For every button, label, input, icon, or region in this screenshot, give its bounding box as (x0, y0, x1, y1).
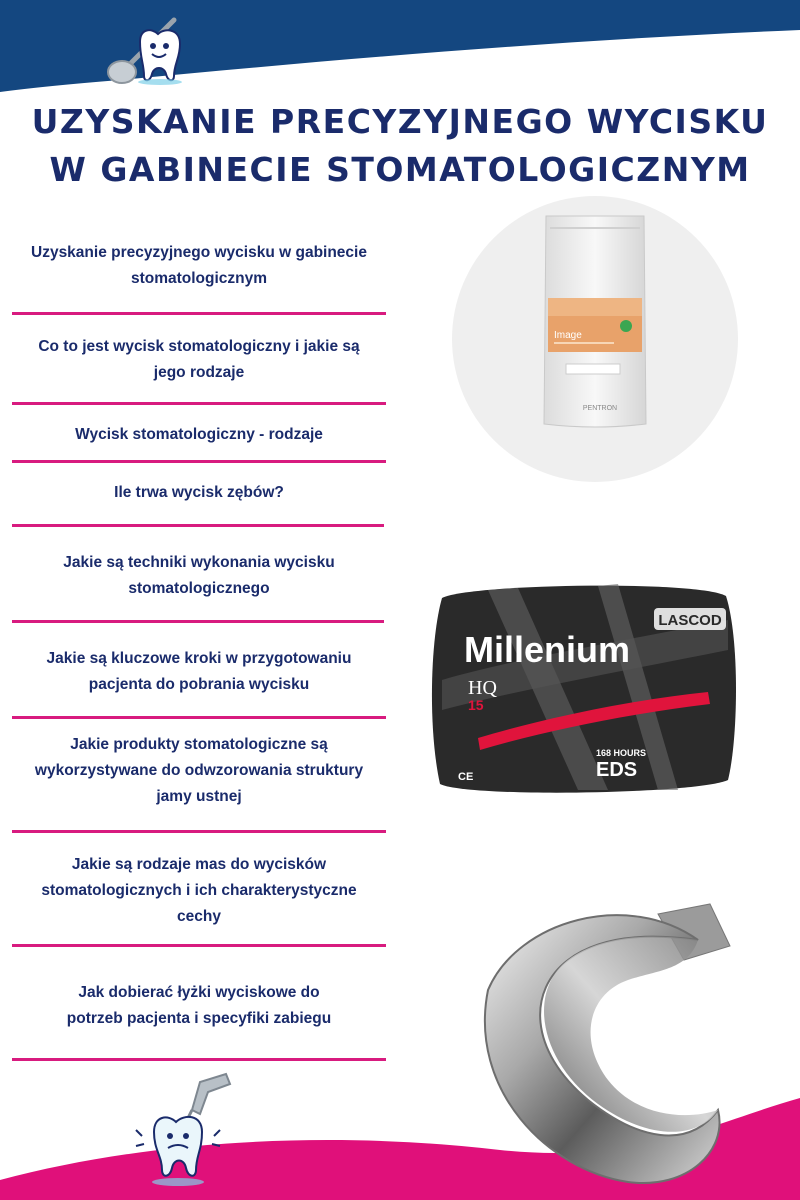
toc-item-line: Jakie są techniki wykonania wycisku (63, 554, 335, 571)
toc-item-line: stomatologicznych i ich charakterystyczne (41, 882, 357, 899)
millenium-brand-text: Millenium (464, 629, 631, 670)
toc-item[interactable] (12, 334, 386, 386)
toc-item-line: stomatologicznego (128, 580, 270, 597)
tooth-mascot-mirror-icon (100, 6, 200, 86)
toc-item-line: stomatologicznym (130, 270, 268, 287)
pentron-label: PENTRON (582, 405, 618, 412)
toc-divider (12, 620, 384, 623)
toc-item[interactable] (12, 480, 386, 506)
page-title (0, 98, 800, 194)
toc-divider (12, 944, 386, 947)
image-alginate-package (540, 214, 650, 430)
toc-item-line: cechy (177, 908, 221, 925)
toc-item-line: jego rodzaje (153, 364, 245, 381)
toc-item[interactable] (12, 240, 386, 292)
toc-item-line: pacjenta do pobrania wycisku (88, 676, 310, 693)
toc-item[interactable] (12, 646, 386, 698)
millenium-alginate-package (428, 580, 740, 798)
toc-item-line: Jakie są kluczowe kroki w przygotowaniu (46, 650, 352, 667)
toc-item[interactable] (12, 422, 386, 448)
ce-mark: CE (458, 771, 474, 783)
toc-item-line: jamy ustnej (156, 788, 242, 805)
title-line-2: W GABINECIE STOMATOLOGICZNYM (49, 150, 751, 189)
toc-divider (12, 1058, 386, 1061)
eds-label: EDS (596, 759, 638, 781)
toc-item-line: Wycisk stomatologiczny - rodzaje (75, 426, 323, 443)
toc-item-line: potrzeb pacjenta i specyfiki zabiegu (66, 1010, 332, 1027)
toc-divider (12, 716, 386, 719)
toc-item-line: Uzyskanie precyzyjnego wycisku w gabinecie (31, 244, 367, 261)
toc-divider (12, 312, 386, 315)
toc-divider (12, 830, 386, 833)
toc-item-line: Co to jest wycisk stomatologiczny i jakie są (38, 338, 360, 355)
toc-item-line: Jak dobierać łyżki wyciskowe do (78, 984, 320, 1001)
toc-item[interactable] (12, 852, 386, 930)
toc-divider (12, 402, 386, 405)
toc-item[interactable] (12, 980, 386, 1032)
toc-item-line: wykorzystywane do odwzorowania struktury (34, 762, 364, 779)
toc-divider (12, 524, 384, 527)
code-label: 15 (468, 697, 484, 713)
toc-item[interactable] (12, 550, 386, 602)
toc-divider (12, 460, 386, 463)
impression-tray-icon (448, 890, 788, 1190)
tooth-mascot-drill-icon (130, 1070, 250, 1190)
hq-label: HQ (468, 677, 497, 699)
title-line-1: UZYSKANIE PRECYZYJNEGO WYCISKU (31, 102, 769, 141)
image-brand-text: Image (554, 330, 582, 341)
toc-item-line: Jakie są rodzaje mas do wycisków (71, 856, 327, 873)
toc-item-line: Jakie produkty stomatologiczne są (70, 736, 328, 753)
lascod-label: LASCOD (658, 612, 722, 629)
toc-item[interactable] (12, 732, 386, 810)
toc-item-line: Ile trwa wycisk zębów? (114, 484, 284, 501)
hours-label: 168 HOURS (596, 748, 647, 758)
